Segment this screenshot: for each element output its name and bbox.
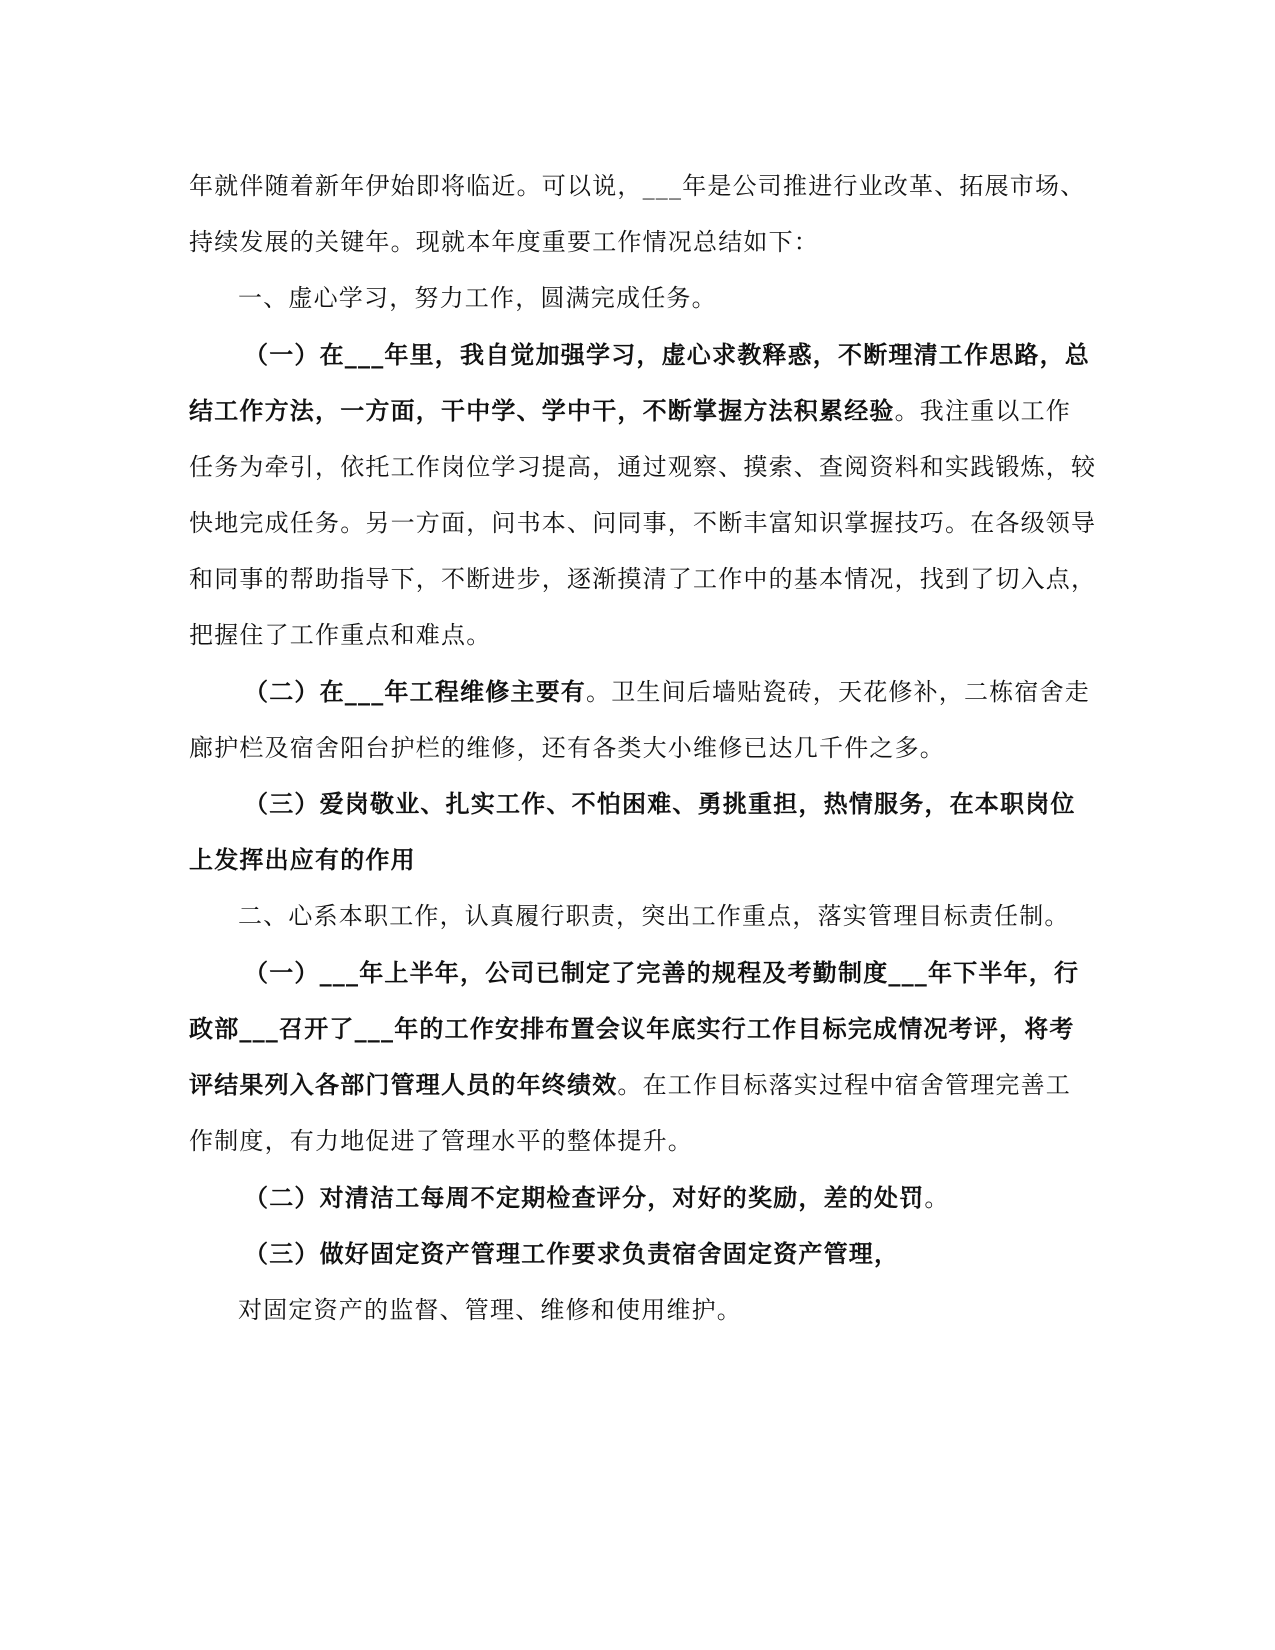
text-run: 廊护栏及宿舍阳台护栏的维修，还有各类大小维修已达几千件之多。 xyxy=(189,734,945,762)
text-run: 对固定资产的监督、管理、维修和使用维护。 xyxy=(238,1296,742,1324)
text-line xyxy=(238,1295,1138,1325)
text-run: 任务为牵引，依托工作岗位学习提高，通过观察、摸索、查阅资料和实践锻炼，较 xyxy=(189,453,1097,481)
text-run: 快地完成任务。另一方面，问书本、问同事，不断丰富知识掌握技巧。在各级领导 xyxy=(189,509,1097,537)
text-run: 作制度，有力地促进了管理水平的整体提升。 xyxy=(189,1127,693,1155)
text-line xyxy=(189,564,1097,594)
text-line xyxy=(189,733,1089,763)
text-run: 年就伴随着新年伊始即将临近。可以说，___年是公司推进行业改革、拓展市场、 xyxy=(189,172,1086,200)
section-heading xyxy=(238,283,1138,313)
text-run: 二、心系本职工作，认真履行职责，突出工作重点，落实管理目标责任制。 xyxy=(238,902,1070,930)
bold-heading-line xyxy=(189,1014,1089,1044)
bold-heading-line xyxy=(189,845,1089,875)
bold-heading-line xyxy=(244,340,1144,370)
text-run-bold: （三）爱岗敬业、扎实工作、不怕困难、勇挑重担，热情服务，在本职岗位 xyxy=(244,789,1076,818)
text-run-bold: 结工作方法，一方面，干中学、学中干，不断掌握方法积累经验 xyxy=(189,396,895,425)
text-run: 持续发展的关键年。现就本年度重要工作情况总结如下： xyxy=(189,228,819,256)
text-run: 。我注重以工作 xyxy=(894,397,1072,425)
text-run: 一、虚心学习，努力工作，圆满完成任务。 xyxy=(238,284,717,312)
text-line xyxy=(189,227,1089,257)
text-run-bold: （二）对清洁工每周不定期检查评分，对好的奖励，差的处罚 xyxy=(244,1183,925,1212)
text-line xyxy=(244,677,1144,707)
text-run-bold: 上发挥出应有的作用 xyxy=(189,845,416,874)
text-line xyxy=(189,396,1089,426)
text-run-bold: （一）___年上半年，公司已制定了完善的规程及考勤制度___年下半年，行 xyxy=(244,958,1080,987)
text-run-bold: （二）在___年工程维修主要有 xyxy=(244,677,586,706)
text-run: 。卫生间后墙贴瓷砖，天花修补，二栋宿舍走 xyxy=(586,678,1090,706)
bold-heading-line xyxy=(244,1239,1144,1269)
bold-heading-line xyxy=(244,1183,1144,1213)
text-line xyxy=(189,171,1089,201)
text-line xyxy=(189,1070,1089,1100)
text-line xyxy=(189,508,1097,538)
text-run: 。在工作目标落实过程中宿舍管理完善工 xyxy=(617,1071,1072,1099)
text-run-bold: 评结果列入各部门管理人员的年终绩效 xyxy=(189,1070,618,1099)
text-line xyxy=(189,452,1097,482)
section-heading xyxy=(238,901,1138,931)
text-run-bold: （一）在___年里，我自觉加强学习，虚心求教释惑，不断理清工作思路，总 xyxy=(244,340,1090,369)
text-run-bold: （三）做好固定资产管理工作要求负责宿舍固定资产管理， xyxy=(244,1239,900,1268)
text-line xyxy=(189,620,1089,650)
bold-heading-line xyxy=(244,958,1144,988)
bold-heading-line xyxy=(244,789,1144,819)
text-run-bold: 政部___召开了___年的工作安排布置会议年底实行工作目标完成情况考评，将考 xyxy=(189,1014,1075,1043)
text-run: 把握住了工作重点和难点。 xyxy=(189,621,492,649)
text-run: 。 xyxy=(924,1184,950,1212)
text-run: 和同事的帮助指导下，不断进步，逐渐摸清了工作中的基本情况，找到了切入点， xyxy=(189,565,1097,593)
text-line xyxy=(189,1126,1089,1156)
